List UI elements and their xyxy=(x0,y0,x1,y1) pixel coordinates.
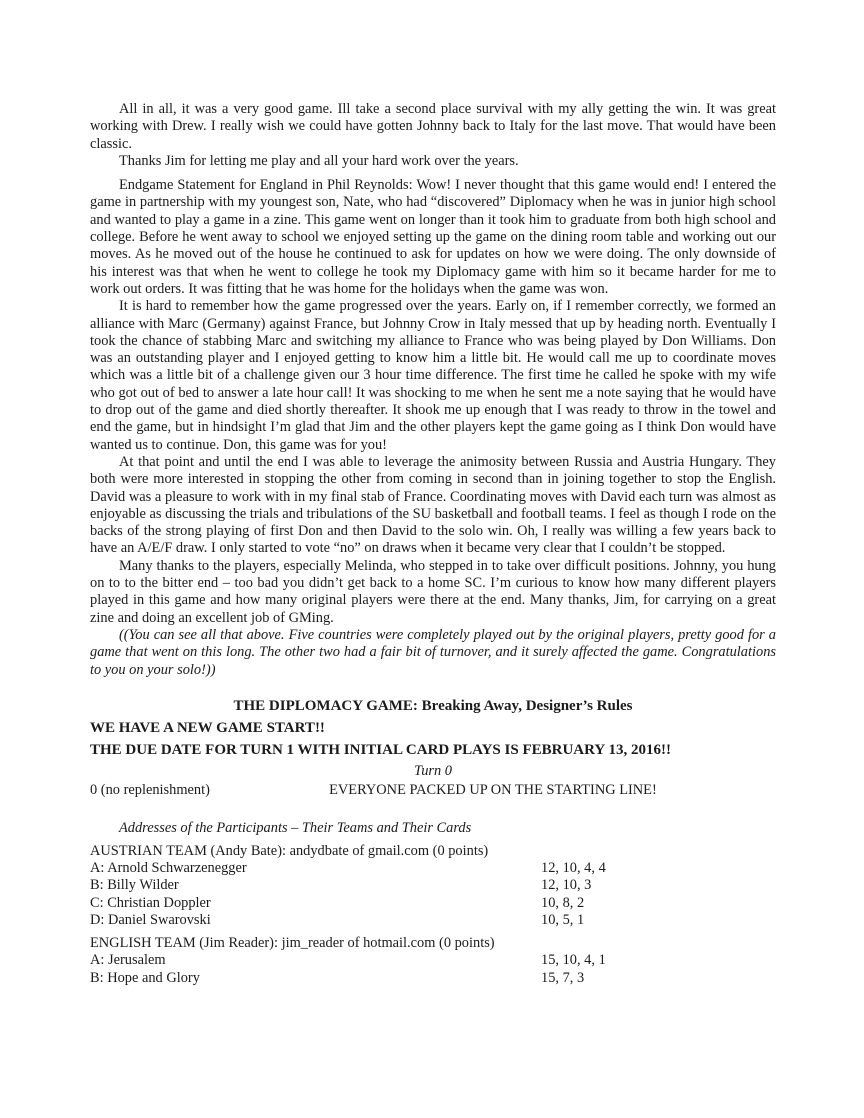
team-header: AUSTRIAN TEAM (Andy Bate): andydbate of gmail.com (0 points) xyxy=(90,842,489,859)
rider-name: A: Arnold Schwarzenegger xyxy=(90,859,247,876)
endgame-paragraph: Thanks Jim for letting me play and all your hard work over the years. xyxy=(119,152,519,169)
rider-cards: 10, 5, 1 xyxy=(541,912,585,929)
endgame-paragraph: All in all, it was a very good game. Ill take a second place survival with my ally getting the win. It was great working with Drew. I really wish we could have gotten Johnny back to Italy for the last move. That would have been classic. xyxy=(90,101,776,152)
rider-cards: 12, 10, 4, 4 xyxy=(541,859,606,876)
turn-label: Turn 0 xyxy=(414,762,452,779)
rider-name: D: Daniel Swarovski xyxy=(90,912,211,929)
replenishment-note: 0 (no replenishment) xyxy=(90,781,210,798)
new-game-announcement: WE HAVE A NEW GAME START!! xyxy=(90,719,325,736)
team-austria xyxy=(90,842,776,930)
rider-name: A: Jerusalem xyxy=(90,952,166,969)
rider-cards: 12, 10, 3 xyxy=(541,877,592,894)
endgame-paragraph: Endgame Statement for England in Phil Reynolds: Wow! I never thought that this game would end! I entered the game in partnership with my youngest son, Nate, who had “discovered” Diplomacy when he was in junior high school and wanted to play a game in a zine. This game went on longer than it took him to graduate from both high school and college. Before he went away to school we enjoyed setting up the game on the dining room table and working out our moves. As he moved out of the house he continued to ask for updates on how we were doing. The only downside of his interest was that when he went to college he took my Diplomacy game with him so it became harder for me to work out orders. It was fitting that he was home for the holidays when the game was won. xyxy=(90,177,776,297)
game-title: THE DIPLOMACY GAME: Breaking Away, Designer’s Rules xyxy=(233,697,633,714)
participants-heading: Addresses of the Participants – Their Teams and Their Cards xyxy=(119,819,472,836)
rider-name: B: Billy Wilder xyxy=(90,877,179,894)
rider-cards: 15, 10, 4, 1 xyxy=(541,952,606,969)
rider-row xyxy=(90,895,776,912)
status-line: EVERYONE PACKED UP ON THE STARTING LINE! xyxy=(329,781,657,798)
rider-cards: 10, 8, 2 xyxy=(541,894,585,911)
endgame-paragraph: It is hard to remember how the game progressed over the years. Early on, if I remember correctly, we formed an alliance with Marc (Germany) against France, but Johnny Crow in Italy messed that up by heading north. Eventually I took the chance of stabbing Marc and switching my alliance to France who was being played by Don Williams. Don was an outstanding player and I enjoyed getting to know him a little bit. He would call me up to coordinate moves which was a little bit of a challenge given our 3 hour time difference. The first time he called he spoke with my wife who got out of bed to answer a late hour call! It was shocking to me when he sent me a note saying that he would have to drop out of the game and died shortly thereafter. It shook me up enough that I was ready to throw in the towel and end the game, but in hindsight I’m glad that Jim and the other players kept the game going as I think Don would have wanted us to continue. Don, this game was for you! xyxy=(90,298,776,453)
rider-cards: 15, 7, 3 xyxy=(541,969,585,986)
gm-comment: ((You can see all that above. Five countries were completely played out by the original players, pretty good for a game that went on this long. The other two had a fair bit of turnover, and it surely affected the game. Congratulations to you on your solo!)) xyxy=(90,626,776,678)
endgame-paragraph: Many thanks to the players, especially Melinda, who stepped in to take over difficult positions. Johnny, you hung on to to the bitter end – too bad you didn’t get back to a home SC. I’m curious to know how many different players played in this game and how many original players were there at the end. Many thanks, Jim, for carrying on a great zine and doing an excellent job of GMing. xyxy=(90,557,776,626)
rider-name: B: Hope and Glory xyxy=(90,969,200,986)
rider-row xyxy=(90,970,776,987)
rider-row xyxy=(90,877,776,894)
page-content xyxy=(90,101,776,987)
rider-row xyxy=(90,860,776,877)
rider-name: C: Christian Doppler xyxy=(90,894,211,911)
rider-row xyxy=(90,912,776,929)
rider-row xyxy=(90,952,776,969)
participants-section xyxy=(90,819,776,987)
team-header: ENGLISH TEAM (Jim Reader): jim_reader of hotmail.com (0 points) xyxy=(90,935,495,952)
due-date-line: THE DUE DATE FOR TURN 1 WITH INITIAL CARD PLAYS IS FEBRUARY 13, 2016!! xyxy=(90,741,671,758)
endgame-paragraph: At that point and until the end I was able to leverage the animosity between Russia and Austria Hungary. They both were more interested in stopping the other from coming in second than in joining together to stop the English. David was a pleasure to work with in my final stab of France. Coordinating moves with David each turn was almost as enjoyable as discussing the trials and tribulations of the SU basketball and football teams. I feel as though I rode on the backs of the strong playing of first Don and then David to the solo win. Oh, I really was willing a few years back to have an A/E/F draw. I only started to vote “no” on draws when it became very clear that I couldn’t be stopped. xyxy=(90,453,776,557)
team-england xyxy=(90,934,776,987)
turn-status-row xyxy=(90,781,776,799)
